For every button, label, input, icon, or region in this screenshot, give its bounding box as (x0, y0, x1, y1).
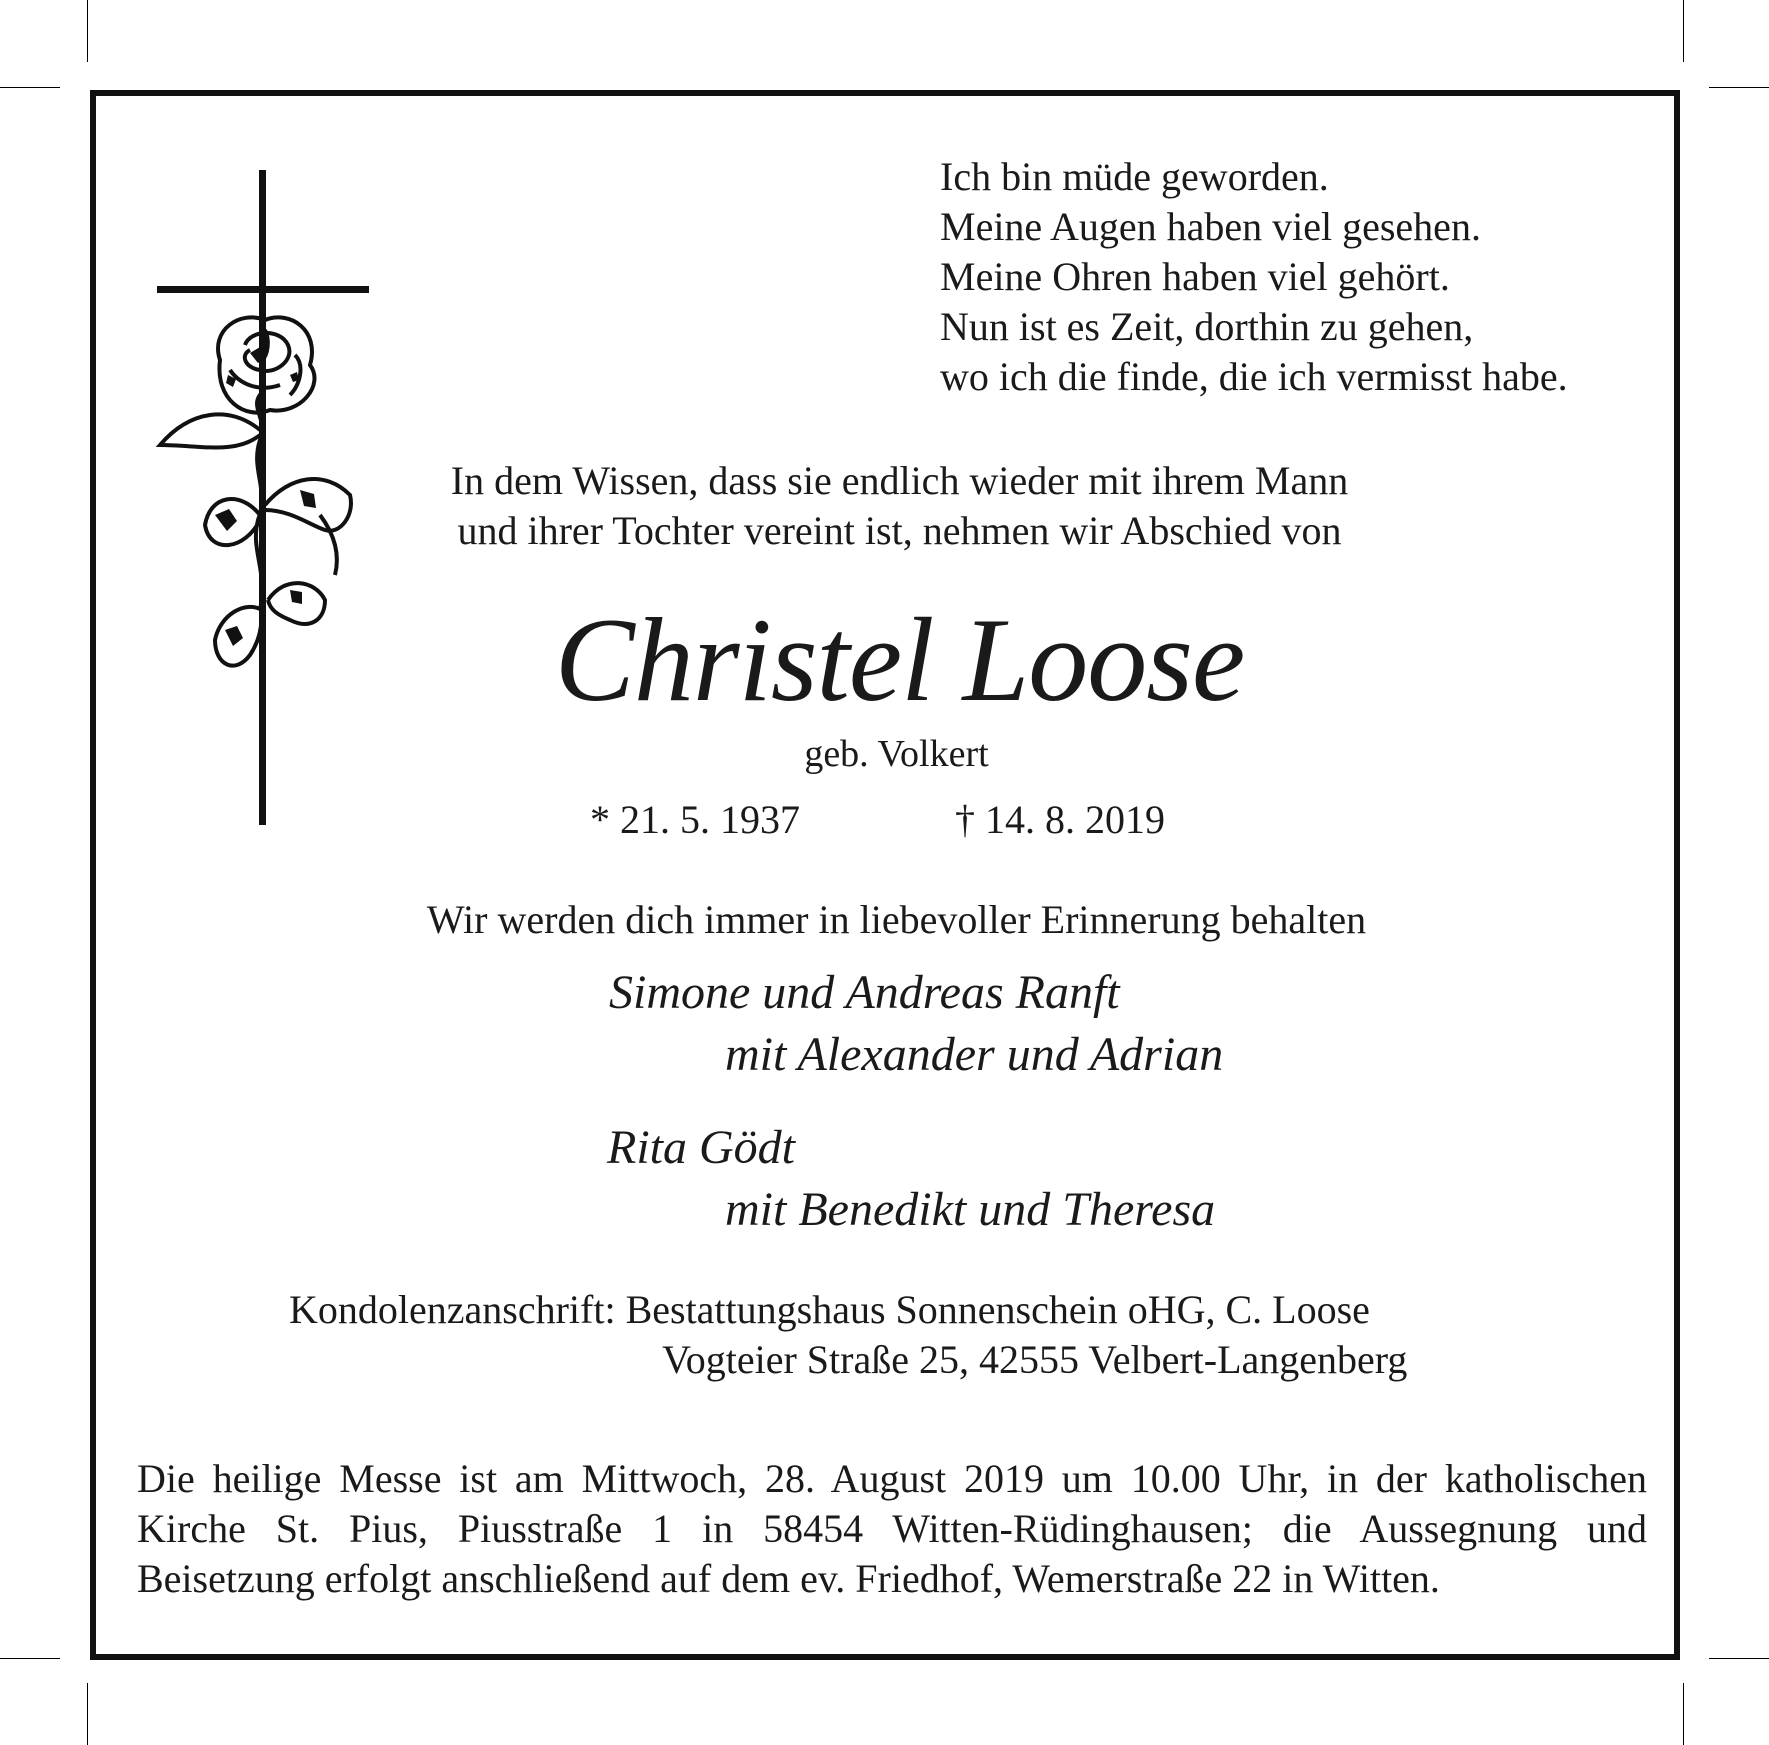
intro-line: und ihrer Tochter vereint ist, nehmen wir Abschied von (457, 508, 1342, 553)
condolence-address: Kondolenzanschrift: Bestattungshaus Sonnenschein oHG, C. Loose (289, 1287, 1370, 1332)
crop-mark (1683, 1683, 1684, 1745)
deceased-name: Christel Loose (554, 593, 1245, 726)
memory-line: Wir werden dich immer in liebevoller Erinnerung behalten (426, 897, 1367, 942)
crop-mark (1709, 87, 1769, 88)
crop-mark (87, 1683, 88, 1745)
mourner-name: Rita Gödt (607, 1121, 795, 1174)
crop-mark (1709, 1658, 1769, 1659)
maiden-name: geb. Volkert (804, 733, 989, 775)
intro-line: In dem Wissen, dass sie endlich wieder mit ihrem Mann (450, 458, 1349, 503)
crop-mark (87, 0, 88, 62)
poem (940, 152, 1568, 402)
intro-text (15, 456, 1769, 556)
death-date: † 14. 8. 2019 (955, 797, 1165, 842)
crop-mark (0, 87, 60, 88)
mourner-name: Simone und Andreas Ranft (609, 966, 1120, 1019)
poem-line: Meine Ohren haben viel gehört. (940, 254, 1450, 299)
poem-line: Nun ist es Zeit, dorthin zu gehen, (940, 304, 1474, 349)
poem-line: wo ich die finde, die ich vermisst habe. (940, 354, 1568, 399)
condolence-address: Vogteier Straße 25, 42555 Velbert-Langenberg (662, 1337, 1408, 1382)
mourner-name: mit Alexander und Adrian (725, 1028, 1224, 1081)
poem-line: Ich bin müde geworden. (940, 154, 1329, 199)
service-line: Die heilige Messe ist am Mittwoch, 28. August 2019 um 10.00 Uhr, in der katholischen (137, 1456, 1647, 1501)
crop-mark (1683, 0, 1684, 62)
mourner-name: mit Benedikt und Theresa (725, 1183, 1216, 1236)
crop-mark (0, 1658, 60, 1659)
service-info (137, 1454, 1647, 1604)
service-line: Beisetzung erfolgt anschließend auf dem ev. Friedhof, Wemerstraße 22 in Witten. (137, 1556, 1440, 1601)
poem-line: Meine Augen haben viel gesehen. (940, 204, 1481, 249)
birth-date: * 21. 5. 1937 (590, 797, 800, 842)
service-line: Kirche St. Pius, Piusstraße 1 in 58454 Witten-Rüdinghausen; die Aussegnung und (137, 1506, 1647, 1551)
